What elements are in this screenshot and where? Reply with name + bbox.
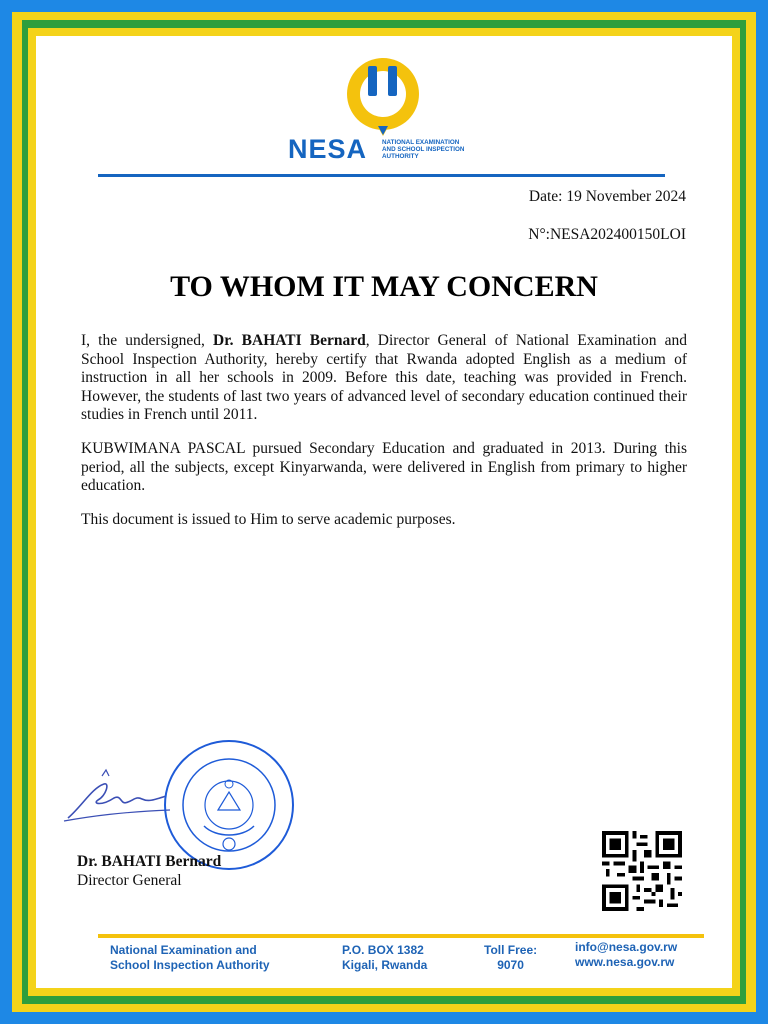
paragraph-2: KUBWIMANA PASCAL pursued Secondary Education and graduated in 2013. During this period, all the subjects, except Kinyarwanda, were delivered in English from primary to higher education.: [81, 439, 687, 495]
logo-subtitle: NATIONAL EXAMINATION AND SCHOOL INSPECTION AUTHORITY: [382, 139, 465, 160]
signatory-name-inline: Dr. BAHATI Bernard: [213, 332, 366, 349]
handwritten-signature: [62, 766, 172, 826]
footer-contacts: [575, 940, 677, 970]
document-page: [36, 36, 732, 988]
paragraph-3: This document is issued to Him to serve academic purposes.: [81, 510, 456, 528]
paragraph-1: I, the undersigned, Dr. BAHATI Bernard, Director General of National Examination and School Inspection Authority, hereby certify that Rwanda adopted English as a medium of instruction in all her schools in 2009. Before this date, teaching was provided in French. However, the students of last two years of advanced level of secondary education continued their studies in French until 2011.: [81, 332, 688, 424]
footer-address: P.O. BOX 1382 Kigali, Rwanda: [342, 943, 428, 972]
signatory-name: Dr. BAHATI Bernard: [77, 853, 222, 870]
footer-toll-free: Toll Free: 9070: [484, 943, 538, 972]
website-link[interactable]: www.nesa.gov.rw: [575, 955, 675, 969]
pencil-emblem-icon: [288, 56, 488, 136]
document-date: Date: 19 November 2024: [528, 188, 686, 205]
letter-body: [81, 332, 687, 544]
logo-wordmark: NESA: [288, 134, 368, 164]
header-divider: [98, 174, 665, 177]
page-title: TO WHOM IT MAY CONCERN: [170, 270, 598, 303]
qr-code[interactable]: [600, 831, 684, 911]
signatory-title: Director General: [77, 872, 182, 889]
reference-number: N°:NESA202400150LOI: [528, 226, 686, 243]
nesa-logo: [288, 56, 488, 162]
email-link[interactable]: info@nesa.gov.rw: [575, 940, 678, 954]
footer-divider: [98, 934, 704, 938]
footer-organization: National Examination and School Inspection Authority: [110, 943, 270, 972]
